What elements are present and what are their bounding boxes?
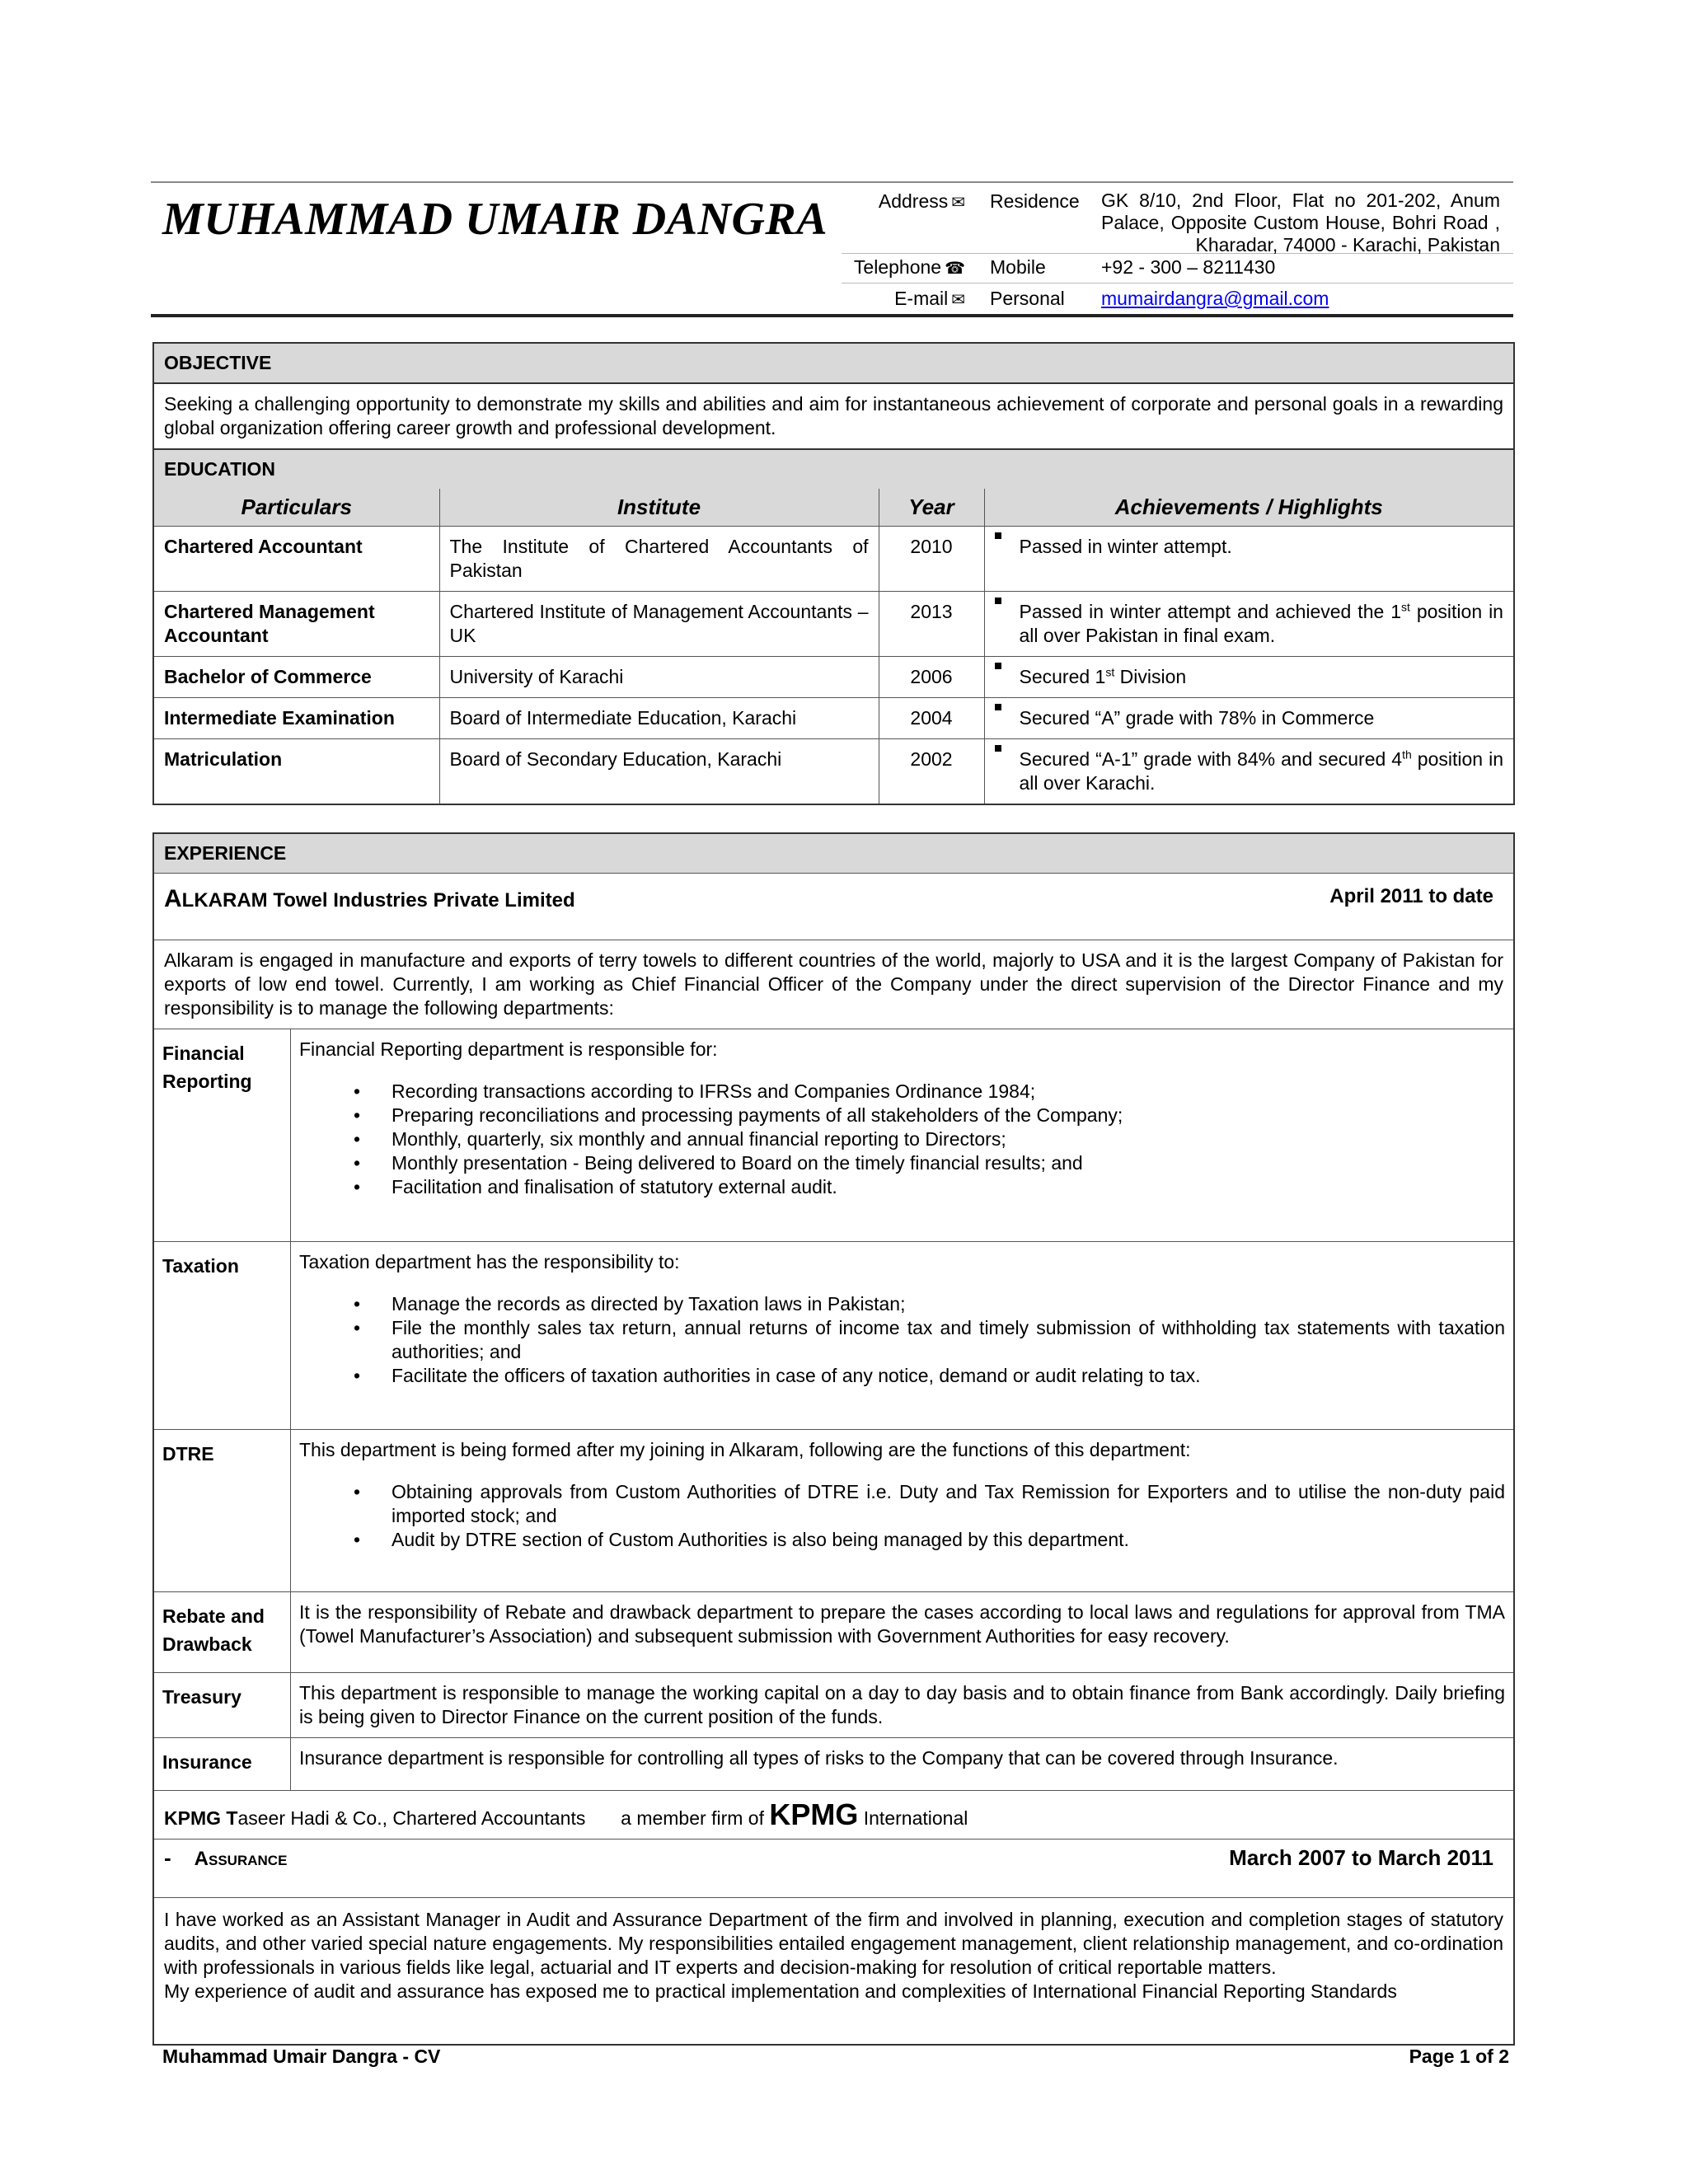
assurance-description <box>154 1898 1513 2013</box>
education-header-row <box>154 489 1513 527</box>
column-header: Year <box>879 489 984 527</box>
page-number: Page 1 of 2 <box>1409 2046 1509 2067</box>
achievement-cell: Passed in winter attempt and achieved the 1st position in all over Pakistan in final exam. <box>984 592 1513 657</box>
mail-icon: ✉ <box>951 291 965 309</box>
list-item: • Audit by DTRE section of Custom Authorities is also being managed by this department. <box>299 1528 1505 1552</box>
footer-title: Muhammad Umair Dangra - CV <box>162 2046 441 2067</box>
list-item: • Manage the records as directed by Taxation laws in Pakistan; <box>299 1292 1505 1316</box>
department-row <box>154 1029 1513 1242</box>
department-label: Treasury <box>154 1673 291 1738</box>
contact-kind: Residence <box>990 190 1080 212</box>
table-row <box>154 698 1513 739</box>
column-header: Institute <box>439 489 879 527</box>
department-row <box>154 1673 1513 1738</box>
company-name: LKARAM Towel Industries Private Limited <box>181 889 575 912</box>
table-row <box>154 657 1513 698</box>
mobile-value: +92 - 300 – 8211430 <box>1101 256 1276 278</box>
year-cell: 2006 <box>879 657 984 698</box>
list-item: • Monthly presentation - Being delivered to Board on the timely financial results; and <box>299 1151 1505 1175</box>
header-bottom-rule <box>151 314 1513 317</box>
bullet-square-icon <box>995 663 1001 669</box>
list-item: • Facilitate the officers of taxation authorities in case of any notice, demand or audit relating to tax. <box>299 1364 1505 1388</box>
assurance-dash: - <box>164 1845 171 1870</box>
department-row <box>154 1738 1513 1791</box>
department-lead: It is the responsibility of Rebate and drawback department to prepare the cases according to local laws and regulations for approval from TMA (Towel Manufacturer’s Association) and subsequent submission with Government Authorities for easy recovery. <box>291 1592 1514 1673</box>
table-row <box>154 527 1513 592</box>
contact-telephone-row <box>842 254 1513 284</box>
institute-cell: The Institute of Chartered Accountants of Pakistan <box>439 527 879 592</box>
kpmg-suffix: International <box>863 1807 968 1829</box>
kpmg-member-text: a member firm of <box>621 1807 764 1829</box>
department-row <box>154 1242 1513 1430</box>
achievement-cell: Passed in winter attempt. <box>984 527 1513 592</box>
particular-cell: Chartered Accountant <box>154 527 439 592</box>
contact-email-row <box>842 284 1513 313</box>
contact-kind: Mobile <box>990 256 1046 278</box>
year-cell: 2010 <box>879 527 984 592</box>
department-lead: Financial Reporting department is responsible for: <box>299 1038 718 1060</box>
assurance-row <box>154 1840 1513 1877</box>
objective-education-box <box>152 342 1515 805</box>
alkaram-table <box>154 940 1513 2012</box>
education-table <box>154 489 1513 804</box>
assurance-paragraph: My experience of audit and assurance has exposed me to practical implementation and complexities of International Financial Reporting Standards <box>164 1980 1397 2002</box>
institute-cell: University of Karachi <box>439 657 879 698</box>
contact-label: Address <box>878 190 949 212</box>
year-cell: 2004 <box>879 698 984 739</box>
contact-block <box>842 181 1513 313</box>
department-lead: This department is being formed after my joining in Alkaram, following are the functions of this department: <box>299 1439 1191 1460</box>
department-label: DTRE <box>154 1430 291 1592</box>
department-lead: This department is responsible to manage the working capital on a day to day basis and to obtain finance from Bank accordingly. Daily briefing is being given to Director Finance on the current position of the funds. <box>291 1673 1514 1738</box>
alkaram-company-row <box>154 874 1513 940</box>
assurance-division: Assurance <box>194 1848 288 1870</box>
list-item: • Recording transactions according to IFRSs and Companies Ordinance 1984; <box>299 1080 1505 1104</box>
alkaram-period: April 2011 to date <box>1329 885 1493 907</box>
contact-label: Telephone <box>853 256 942 278</box>
department-label: Rebate and Drawback <box>154 1592 291 1673</box>
telephone-icon: ☎ <box>945 260 965 278</box>
department-lead: Insurance department is responsible for controlling all types of risks to the Company that can be covered through Insurance. <box>291 1738 1514 1791</box>
achievement-cell: Secured “A-1” grade with 84% and secured 4th position in all over Karachi. <box>984 739 1513 804</box>
table-row <box>154 592 1513 657</box>
objective-text: Seeking a challenging opportunity to demonstrate my skills and abilities and aim for instantaneous achievement of corporate and personal goals in a rewarding global organization offering career growth and professional development. <box>154 384 1513 450</box>
column-header: Achievements / Highlights <box>984 489 1513 527</box>
department-bullets <box>299 1080 1505 1199</box>
kpmg-firm: aseer Hadi & Co., Chartered Accountants <box>237 1807 586 1829</box>
bullet-square-icon <box>995 532 1001 539</box>
experience-heading: EXPERIENCE <box>154 834 1513 874</box>
particular-cell: Bachelor of Commerce <box>154 657 439 698</box>
department-label: Taxation <box>154 1242 291 1430</box>
objective-heading: OBJECTIVE <box>154 344 1513 384</box>
list-item: • Monthly, quarterly, six monthly and annual financial reporting to Directors; <box>299 1127 1505 1151</box>
table-row <box>154 739 1513 804</box>
alkaram-intro: Alkaram is engaged in manufacture and exports of terry towels to different countries of the world, majorly to USA and it is the largest Company of Pakistan for exports of low end towel. Currently, I am working as Chief Financial Officer of the Company under the direct supervision of the Director Finance and my responsibility is to manage the following departments: <box>154 940 1513 1029</box>
department-bullets <box>299 1292 1505 1388</box>
address-value: GK 8/10, 2nd Floor, Flat no 201-202, Anum Palace, Opposite Custom House, Bohri Road , Kharadar, 74000 - Karachi, Pakistan <box>1101 190 1500 255</box>
assurance-paragraph: I have worked as an Assistant Manager in Audit and Assurance Department of the firm and involved in planning, execution and completion stages of statutory audits, and other varied special nature engagements. My responsibilities entailed engagement management, client relationship management, and co-ordination with professionals in various fields like legal, actuarial and IT experts and decision-making for resolution of critical reportable matters. <box>164 1909 1503 1978</box>
list-item: • Preparing reconciliations and processing payments of all stakeholders of the Company; <box>299 1104 1505 1127</box>
candidate-name: MUHAMMAD UMAIR DANGRA <box>162 194 828 245</box>
achievement-cell: Secured “A” grade with 78% in Commerce <box>984 698 1513 739</box>
year-cell: 2002 <box>879 739 984 804</box>
contact-label: E-mail <box>894 288 949 309</box>
kpmg-logo: KPMG <box>769 1797 859 1831</box>
page-footer <box>162 2046 1509 2068</box>
institute-cell: Chartered Institute of Management Accountants – UK <box>439 592 879 657</box>
experience-box <box>152 832 1515 2046</box>
list-item: • Facilitation and finalisation of statutory external audit. <box>299 1175 1505 1199</box>
bullet-square-icon <box>995 704 1001 710</box>
department-lead: Taxation department has the responsibility to: <box>299 1251 680 1272</box>
contact-address-row <box>842 181 1513 254</box>
department-row <box>154 1430 1513 1592</box>
institute-cell: Board of Secondary Education, Karachi <box>439 739 879 804</box>
department-row <box>154 1592 1513 1673</box>
achievement-cell: Secured 1st Division <box>984 657 1513 698</box>
department-bullets <box>299 1480 1505 1552</box>
column-header: Particulars <box>154 489 439 527</box>
email-link[interactable]: mumairdangra@gmail.com <box>1101 288 1329 309</box>
bullet-square-icon <box>995 598 1001 604</box>
list-item: • File the monthly sales tax return, annual returns of income tax and timely submission of withholding tax statements with taxation authorities; and <box>299 1316 1505 1364</box>
contact-kind: Personal <box>990 288 1065 309</box>
year-cell: 2013 <box>879 592 984 657</box>
assurance-period: March 2007 to March 2011 <box>1229 1845 1493 1870</box>
kpmg-prefix: KPMG T <box>164 1807 238 1829</box>
particular-cell: Matriculation <box>154 739 439 804</box>
envelope-icon: ✉ <box>951 194 965 212</box>
kpmg-company-row <box>154 1791 1513 1840</box>
particular-cell: Intermediate Examination <box>154 698 439 739</box>
department-label: Financial Reporting <box>154 1029 291 1242</box>
department-label: Insurance <box>154 1738 291 1791</box>
education-heading: EDUCATION <box>154 450 1513 489</box>
bullet-square-icon <box>995 745 1001 752</box>
institute-cell: Board of Intermediate Education, Karachi <box>439 698 879 739</box>
company-initial: A <box>164 885 182 912</box>
particular-cell: Chartered Management Accountant <box>154 592 439 657</box>
list-item: • Obtaining approvals from Custom Authorities of DTRE i.e. Duty and Tax Remission for Exporters and to utilise the non-duty paid imported stock; and <box>299 1480 1505 1528</box>
